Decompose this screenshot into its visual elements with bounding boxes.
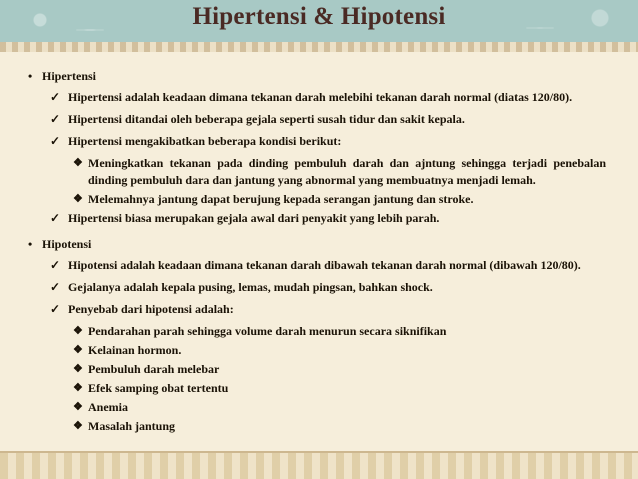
sub-list-item-text: Anemia <box>88 400 128 414</box>
checkmark-icon: ✓ <box>50 134 61 148</box>
list-item-text: Gejalanya adalah kepala pusing, lemas, mudah pingsan, bahkan shock. <box>68 280 433 294</box>
sub-list-item <box>26 380 606 397</box>
sub-list-item-text: Meningkatkan tekanan pada dinding pembuluh darah dan ajntung sehingga terjadi penebalan dinding pembuluh dara dan jantung yang abnormal yang membuatnya menjadi lemah. <box>88 156 606 187</box>
diamond-icon: ❖ <box>73 363 83 375</box>
slide-title: Hipertensi & Hipotensi <box>192 3 446 30</box>
bullet-hipotensi <box>26 236 606 253</box>
list-item <box>26 257 606 274</box>
checkmark-icon: ✓ <box>50 112 61 126</box>
bullet-hipertensi <box>26 68 606 85</box>
diamond-icon: ❖ <box>73 420 83 432</box>
diamond-icon: ❖ <box>73 325 83 337</box>
checkmark-icon: ✓ <box>50 302 61 316</box>
sub-list-item <box>26 361 606 378</box>
list-item <box>26 133 606 150</box>
sub-list-item <box>26 399 606 416</box>
title-banner <box>0 0 638 42</box>
sub-list-item <box>26 155 606 189</box>
list-item <box>26 111 606 128</box>
diamond-icon: ❖ <box>73 193 83 205</box>
sub-list-item <box>26 418 606 435</box>
bullet-dot-icon: • <box>28 69 33 83</box>
decorative-band <box>0 42 638 52</box>
list-item-text: Penyebab dari hipotensi adalah: <box>68 302 234 316</box>
sub-list-item-text: Melemahnya jantung dapat berujung kepada serangan jantung dan stroke. <box>88 192 474 206</box>
checkmark-icon: ✓ <box>50 280 61 294</box>
list-item <box>26 89 606 106</box>
sub-list-item-text: Pembuluh darah melebar <box>88 362 220 376</box>
diamond-icon: ❖ <box>73 382 83 394</box>
list-item-text: Hipotensi adalah keadaan dimana tekanan darah dibawah tekanan darah normal (dibawah 120/80). <box>68 258 581 272</box>
sub-list-item <box>26 342 606 359</box>
list-item <box>26 279 606 296</box>
sub-list-item-text: Efek samping obat tertentu <box>88 381 229 395</box>
sub-list-item-text: Pendarahan parah sehingga volume darah menurun secara siknifikan <box>88 324 447 338</box>
list-item-text: Hipertensi ditandai oleh beberapa gejala seperti susah tidur dan sakit kepala. <box>68 112 465 126</box>
list-item <box>26 210 606 227</box>
list-item <box>26 301 606 318</box>
list-item-text: Hipertensi mengakibatkan beberapa kondisi berikut: <box>68 134 342 148</box>
bullet-dot-icon: • <box>28 237 33 251</box>
decorative-footer <box>0 453 638 479</box>
checkmark-icon: ✓ <box>50 90 61 104</box>
diamond-icon: ❖ <box>73 157 83 169</box>
slide-content <box>26 68 606 437</box>
list-item-text: Hipertensi biasa merupakan gejala awal dari penyakit yang lebih parah. <box>68 211 440 225</box>
checkmark-icon: ✓ <box>50 211 61 225</box>
sub-list-item-text: Kelainan hormon. <box>88 343 182 357</box>
diamond-icon: ❖ <box>73 344 83 356</box>
sub-list-item <box>26 323 606 340</box>
sub-list-item-text: Masalah jantung <box>88 419 176 433</box>
section-heading: Hipertensi <box>42 69 96 83</box>
checkmark-icon: ✓ <box>50 258 61 272</box>
sub-list-item <box>26 191 606 208</box>
section-heading: Hipotensi <box>42 237 92 251</box>
diamond-icon: ❖ <box>73 401 83 413</box>
list-item-text: Hipertensi adalah keadaan dimana tekanan darah melebihi tekanan darah normal (diatas 120/80). <box>68 90 573 104</box>
